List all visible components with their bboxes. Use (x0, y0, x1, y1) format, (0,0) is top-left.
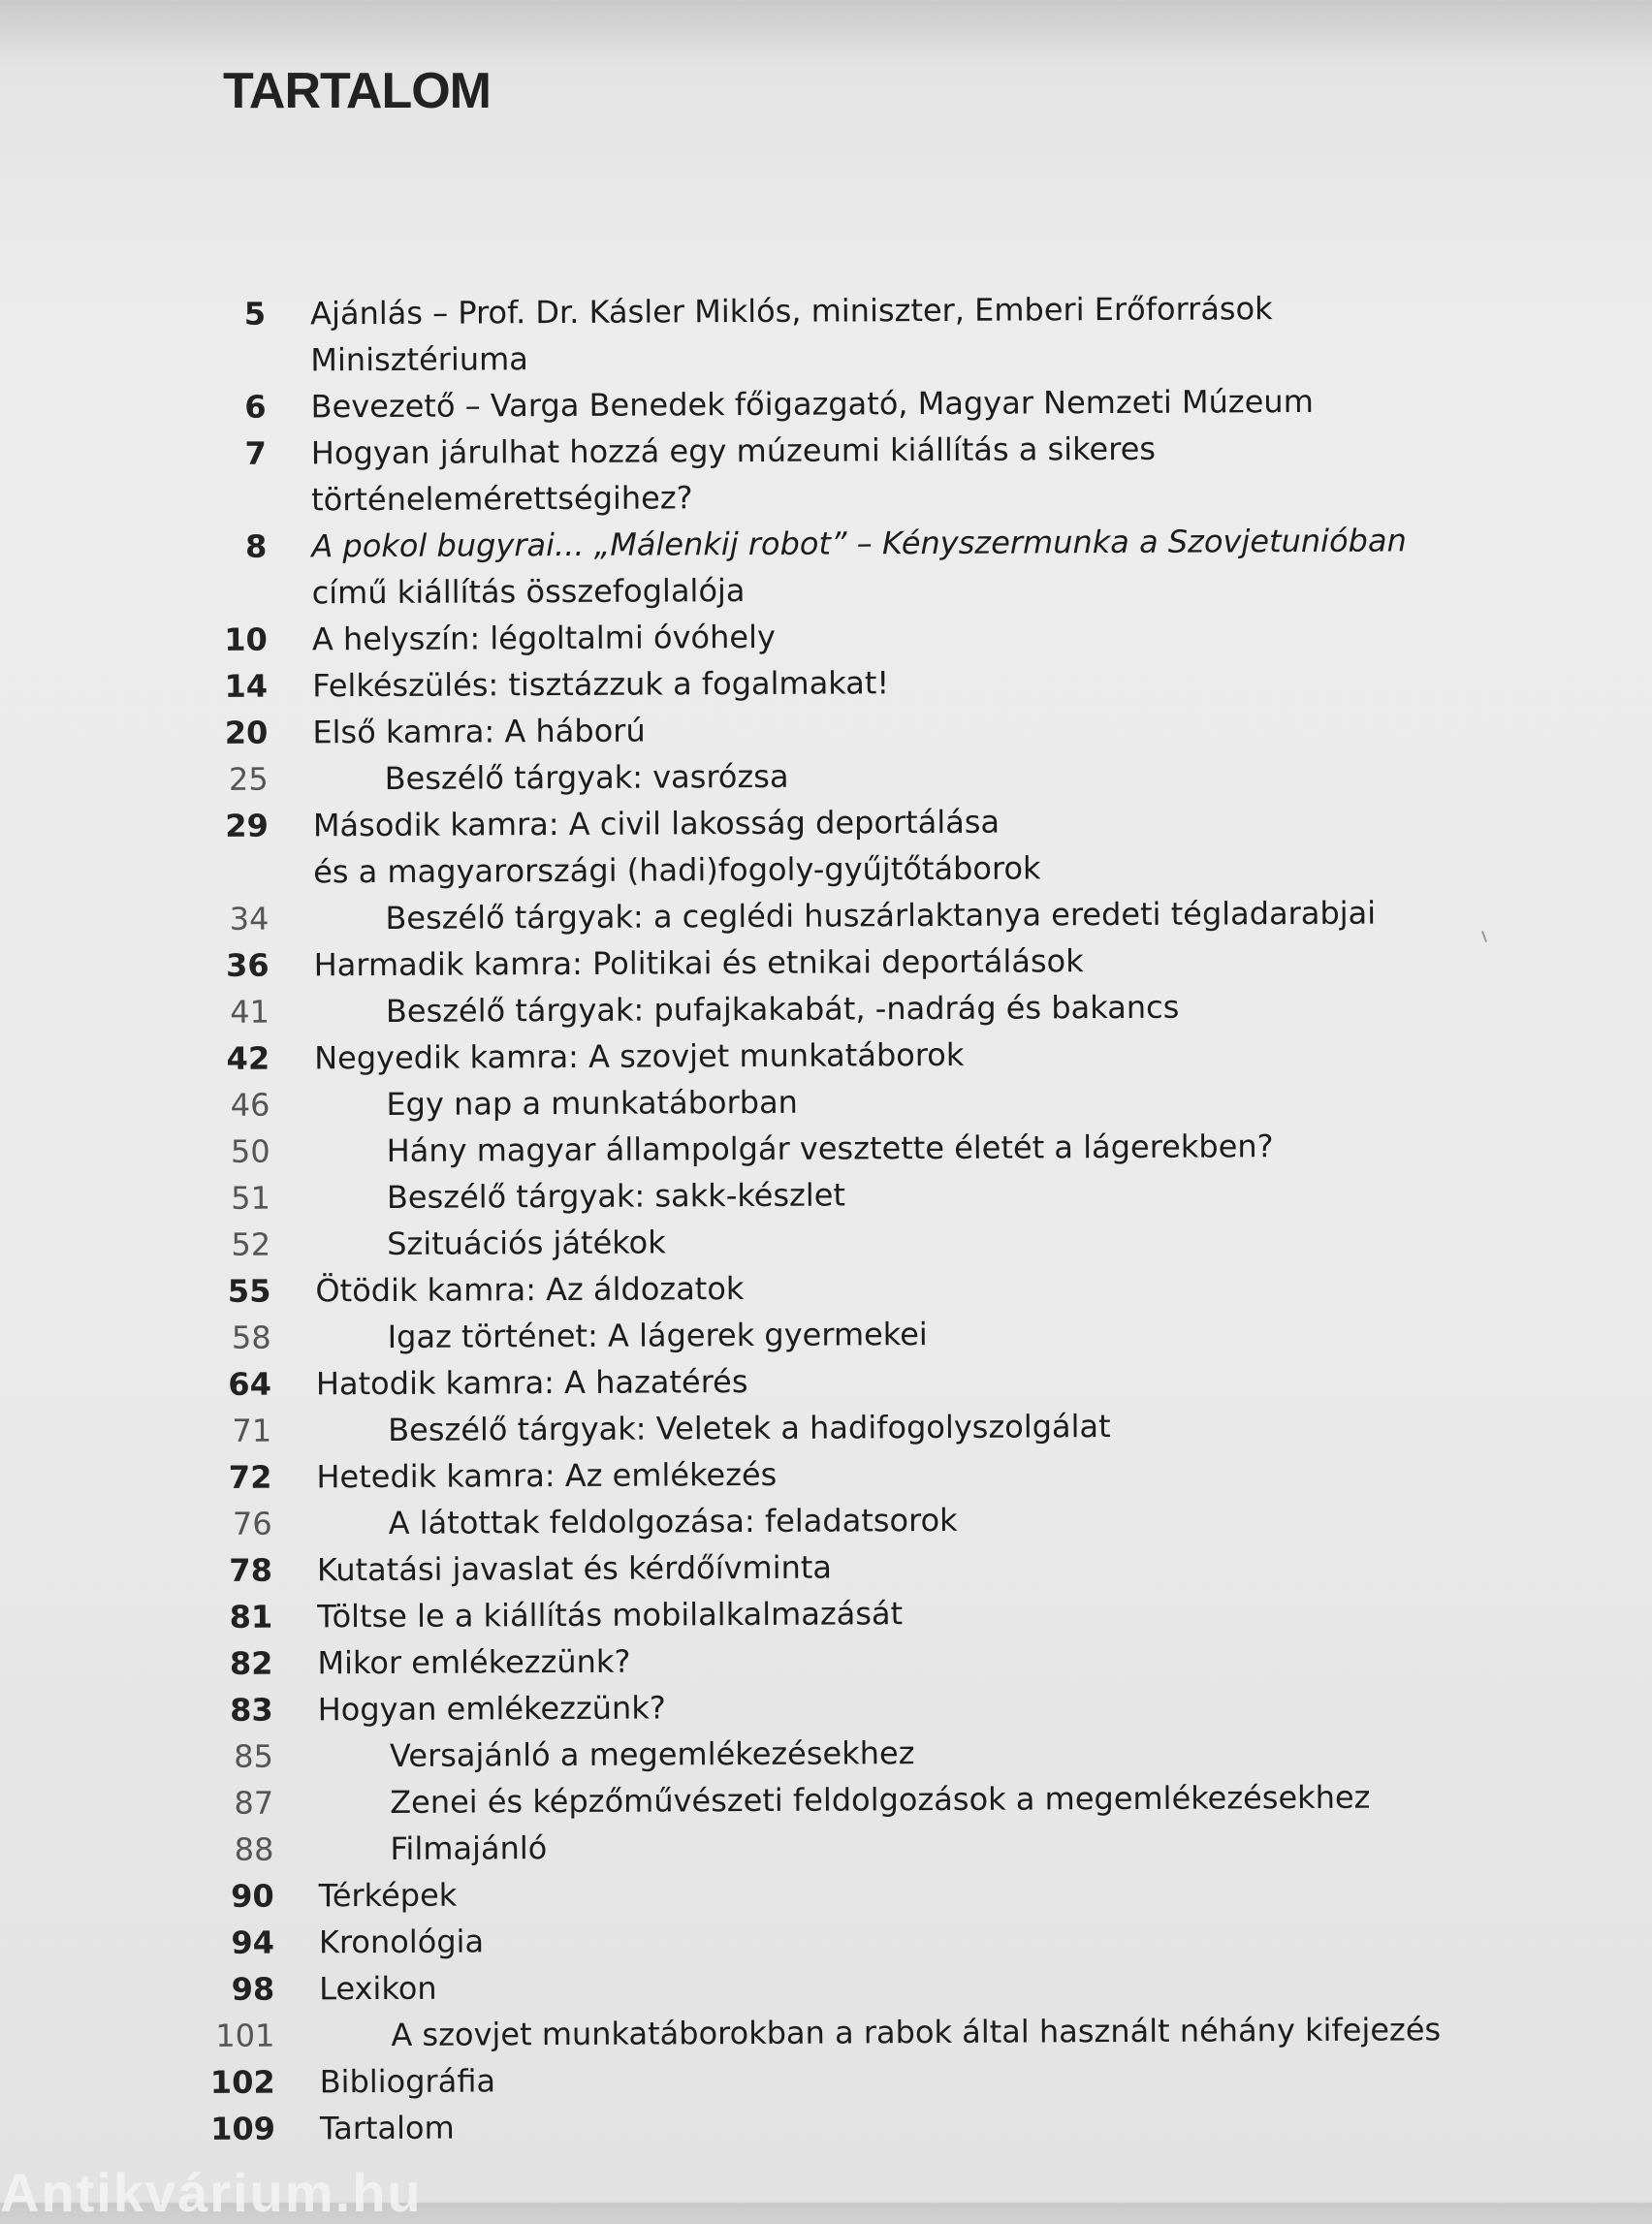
toc-title: Második kamra: A civil lakosság deportálása (312, 803, 1001, 844)
toc-title: Hatodik kamra: A hazatérés (315, 1363, 748, 1403)
toc-page-number: 101 (215, 2017, 275, 2054)
toc-title: A helyszín: légoltalmi óvóhely (311, 618, 776, 658)
toc-page-number: 55 (227, 1272, 271, 1310)
toc-page-number: 42 (226, 1039, 270, 1077)
toc-title: Első kamra: A háború (312, 712, 646, 751)
toc-page-number: 87 (234, 1784, 274, 1822)
toc-title: Beszélő tárgyak: Veletek a hadifogolyszolgálat (388, 1408, 1111, 1448)
toc-title: Beszélő tárgyak: pufajkakabát, -nadrág és bakancs (385, 988, 1180, 1030)
toc-subentry (198, 982, 1477, 1035)
toc-entry (195, 517, 1475, 570)
toc-title: Hogyan emlékezzünk? (317, 1689, 666, 1729)
toc-entry (196, 656, 1476, 710)
toc-subentry (203, 2006, 1482, 2059)
toc-page-number: 94 (231, 1923, 275, 1961)
toc-title: Térképek (318, 1876, 458, 1915)
toc-page-number: 98 (231, 1970, 275, 2008)
toc-entry-continuation (313, 842, 1477, 895)
toc-title: A pokol bugyrai... „Málenkij robot” – Kényszermunka a Szovjetunióban (311, 522, 1407, 565)
paper-mark (1481, 931, 1487, 942)
toc-page-number: 34 (229, 900, 270, 937)
toc-title: Bibliográfia (319, 2062, 496, 2101)
toc-entry (200, 1447, 1479, 1501)
toc-title: Versajánló a megemlékezésekhez (389, 1734, 915, 1774)
toc-title: Filmajánló (390, 1829, 548, 1867)
toc-title: Szituációs játékok (387, 1223, 666, 1262)
toc-page-number: 76 (232, 1505, 272, 1542)
toc-page-number: 14 (224, 667, 269, 705)
toc-page-number: 8 (245, 527, 268, 565)
toc-entry (196, 610, 1476, 663)
toc-title: Kronológia (318, 1922, 485, 1961)
toc-entry (194, 284, 1474, 384)
toc-entry-continuation (312, 563, 1476, 616)
toc-page-number: 83 (230, 1691, 273, 1729)
toc-page-number: 88 (234, 1830, 274, 1868)
toc-title: Töltse le a kiállítás mobilalkalmazását (317, 1595, 904, 1636)
toc-page-number: 52 (231, 1225, 271, 1263)
toc-title: Ötödik kamra: Az áldozatok (315, 1270, 745, 1310)
toc-title: Tartalom (319, 2109, 455, 2147)
toc-page-number: 90 (231, 1877, 274, 1915)
toc-page-number: 85 (234, 1737, 274, 1775)
toc-title: Hogyan járulhat hozzá egy múzeumi kiállítás a sikeres történelemérettségihez? (310, 429, 1157, 519)
toc-subentry (197, 749, 1477, 803)
toc-entry (198, 1029, 1477, 1082)
toc-title: Hetedik kamra: Az emlékezés (316, 1455, 778, 1496)
toc-title: Hány magyar állampolgár vesztette életét a lágerekben? (386, 1128, 1274, 1169)
page-title: TARTALOM (223, 63, 491, 119)
toc-title: Beszélő tárgyak: a ceglédi huszárlaktanya eredeti tégladarabjai (385, 894, 1377, 937)
toc-page-number: 58 (231, 1319, 271, 1356)
table-of-contents (194, 284, 1483, 2152)
toc-page-number: 109 (210, 2110, 276, 2147)
toc-page-number: 5 (243, 295, 267, 333)
toc-page-number: 51 (231, 1179, 270, 1217)
toc-entry (201, 1587, 1480, 1640)
toc-entry (203, 1959, 1482, 2013)
toc-entry (201, 1541, 1480, 1594)
toc-title: Bevezető – Varga Benedek főigazgató, Magyar Nemzeti Múzeum (310, 382, 1314, 426)
toc-subentry (199, 1122, 1478, 1175)
toc-title-continuation: című kiállítás összefoglalója (311, 572, 746, 612)
toc-title: A látottak feldolgozása: feladatsorok (388, 1501, 958, 1541)
toc-title-continuation: és a magyarországi (hadi)fogoly-gyűjtőtáborok (313, 849, 1041, 891)
toc-page-number: 64 (228, 1365, 272, 1403)
toc-title: Beszélő tárgyak: sakk-készlet (386, 1176, 846, 1216)
toc-subentry (202, 1820, 1481, 1873)
toc-entry (198, 936, 1477, 989)
toc-title: Mikor emlékezzünk? (317, 1642, 631, 1682)
toc-page-number: 25 (228, 760, 269, 798)
toc-subentry (202, 1727, 1481, 1780)
toc-page-number: 29 (225, 807, 269, 844)
toc-title: Igaz történet: A lágerek gyermekei (387, 1316, 928, 1355)
toc-page-number: 20 (224, 714, 269, 751)
toc-title: Ajánlás – Prof. Dr. Kásler Miklós, miniszter, Emberi Erőforrások Minisztériuma (310, 290, 1273, 379)
toc-page-number: 72 (228, 1458, 272, 1496)
toc-title: Felkészülés: tisztázzuk a fogalmakat! (312, 664, 890, 705)
toc-subentry (199, 1168, 1478, 1222)
toc-entry (204, 2099, 1483, 2152)
toc-subentry (197, 889, 1477, 942)
toc-page-number: 50 (230, 1132, 270, 1170)
toc-subentry (199, 1215, 1478, 1268)
toc-subentry (202, 1773, 1481, 1827)
toc-entry (195, 424, 1475, 524)
toc-page-number: 102 (209, 2063, 275, 2101)
toc-page-number: 78 (229, 1551, 273, 1589)
toc-subentry (200, 1401, 1479, 1454)
toc-entry (203, 1866, 1482, 1920)
toc-page-number: 41 (230, 993, 270, 1031)
toc-title: Negyedik kamra: A szovjet munkatáborok (314, 1035, 965, 1077)
toc-title: Lexikon (319, 1969, 437, 2008)
toc-subentry (201, 1494, 1480, 1547)
toc-page-number: 10 (224, 620, 268, 658)
toc-entry (204, 2052, 1483, 2106)
toc-subentry (200, 1308, 1479, 1361)
toc-page-number: 46 (230, 1086, 270, 1124)
toc-entry (197, 796, 1477, 849)
toc-title: Zenei és képzőművészeti feldolgozások a megemlékezésekhez (390, 1778, 1371, 1821)
watermark: Antikvárium.hu (0, 2162, 423, 2223)
toc-entry (203, 1913, 1482, 1966)
toc-title: Beszélő tárgyak: vasrózsa (384, 757, 789, 797)
toc-page-number: 7 (244, 434, 267, 472)
toc-page-number: 82 (229, 1644, 273, 1682)
toc-entry (195, 377, 1475, 430)
toc-entry (200, 1354, 1479, 1408)
toc-title: A szovjet munkatáborokban a rabok által használt néhány kifejezés (391, 2011, 1442, 2053)
toc-subentry (198, 1075, 1477, 1128)
toc-title: Kutatási javaslat és kérdőívminta (316, 1548, 833, 1589)
toc-page-number: 6 (244, 388, 267, 426)
toc-title: Egy nap a munkatáborban (386, 1083, 799, 1123)
toc-entry (196, 703, 1476, 756)
toc-page-number: 81 (229, 1598, 273, 1636)
toc-entry (201, 1634, 1480, 1687)
toc-title: Harmadik kamra: Politikai és etnikai deportálások (313, 942, 1084, 984)
toc-page-number: 36 (226, 946, 270, 984)
toc-entry (202, 1680, 1481, 1733)
toc-entry (199, 1261, 1478, 1315)
toc-page-number: 71 (232, 1412, 272, 1449)
